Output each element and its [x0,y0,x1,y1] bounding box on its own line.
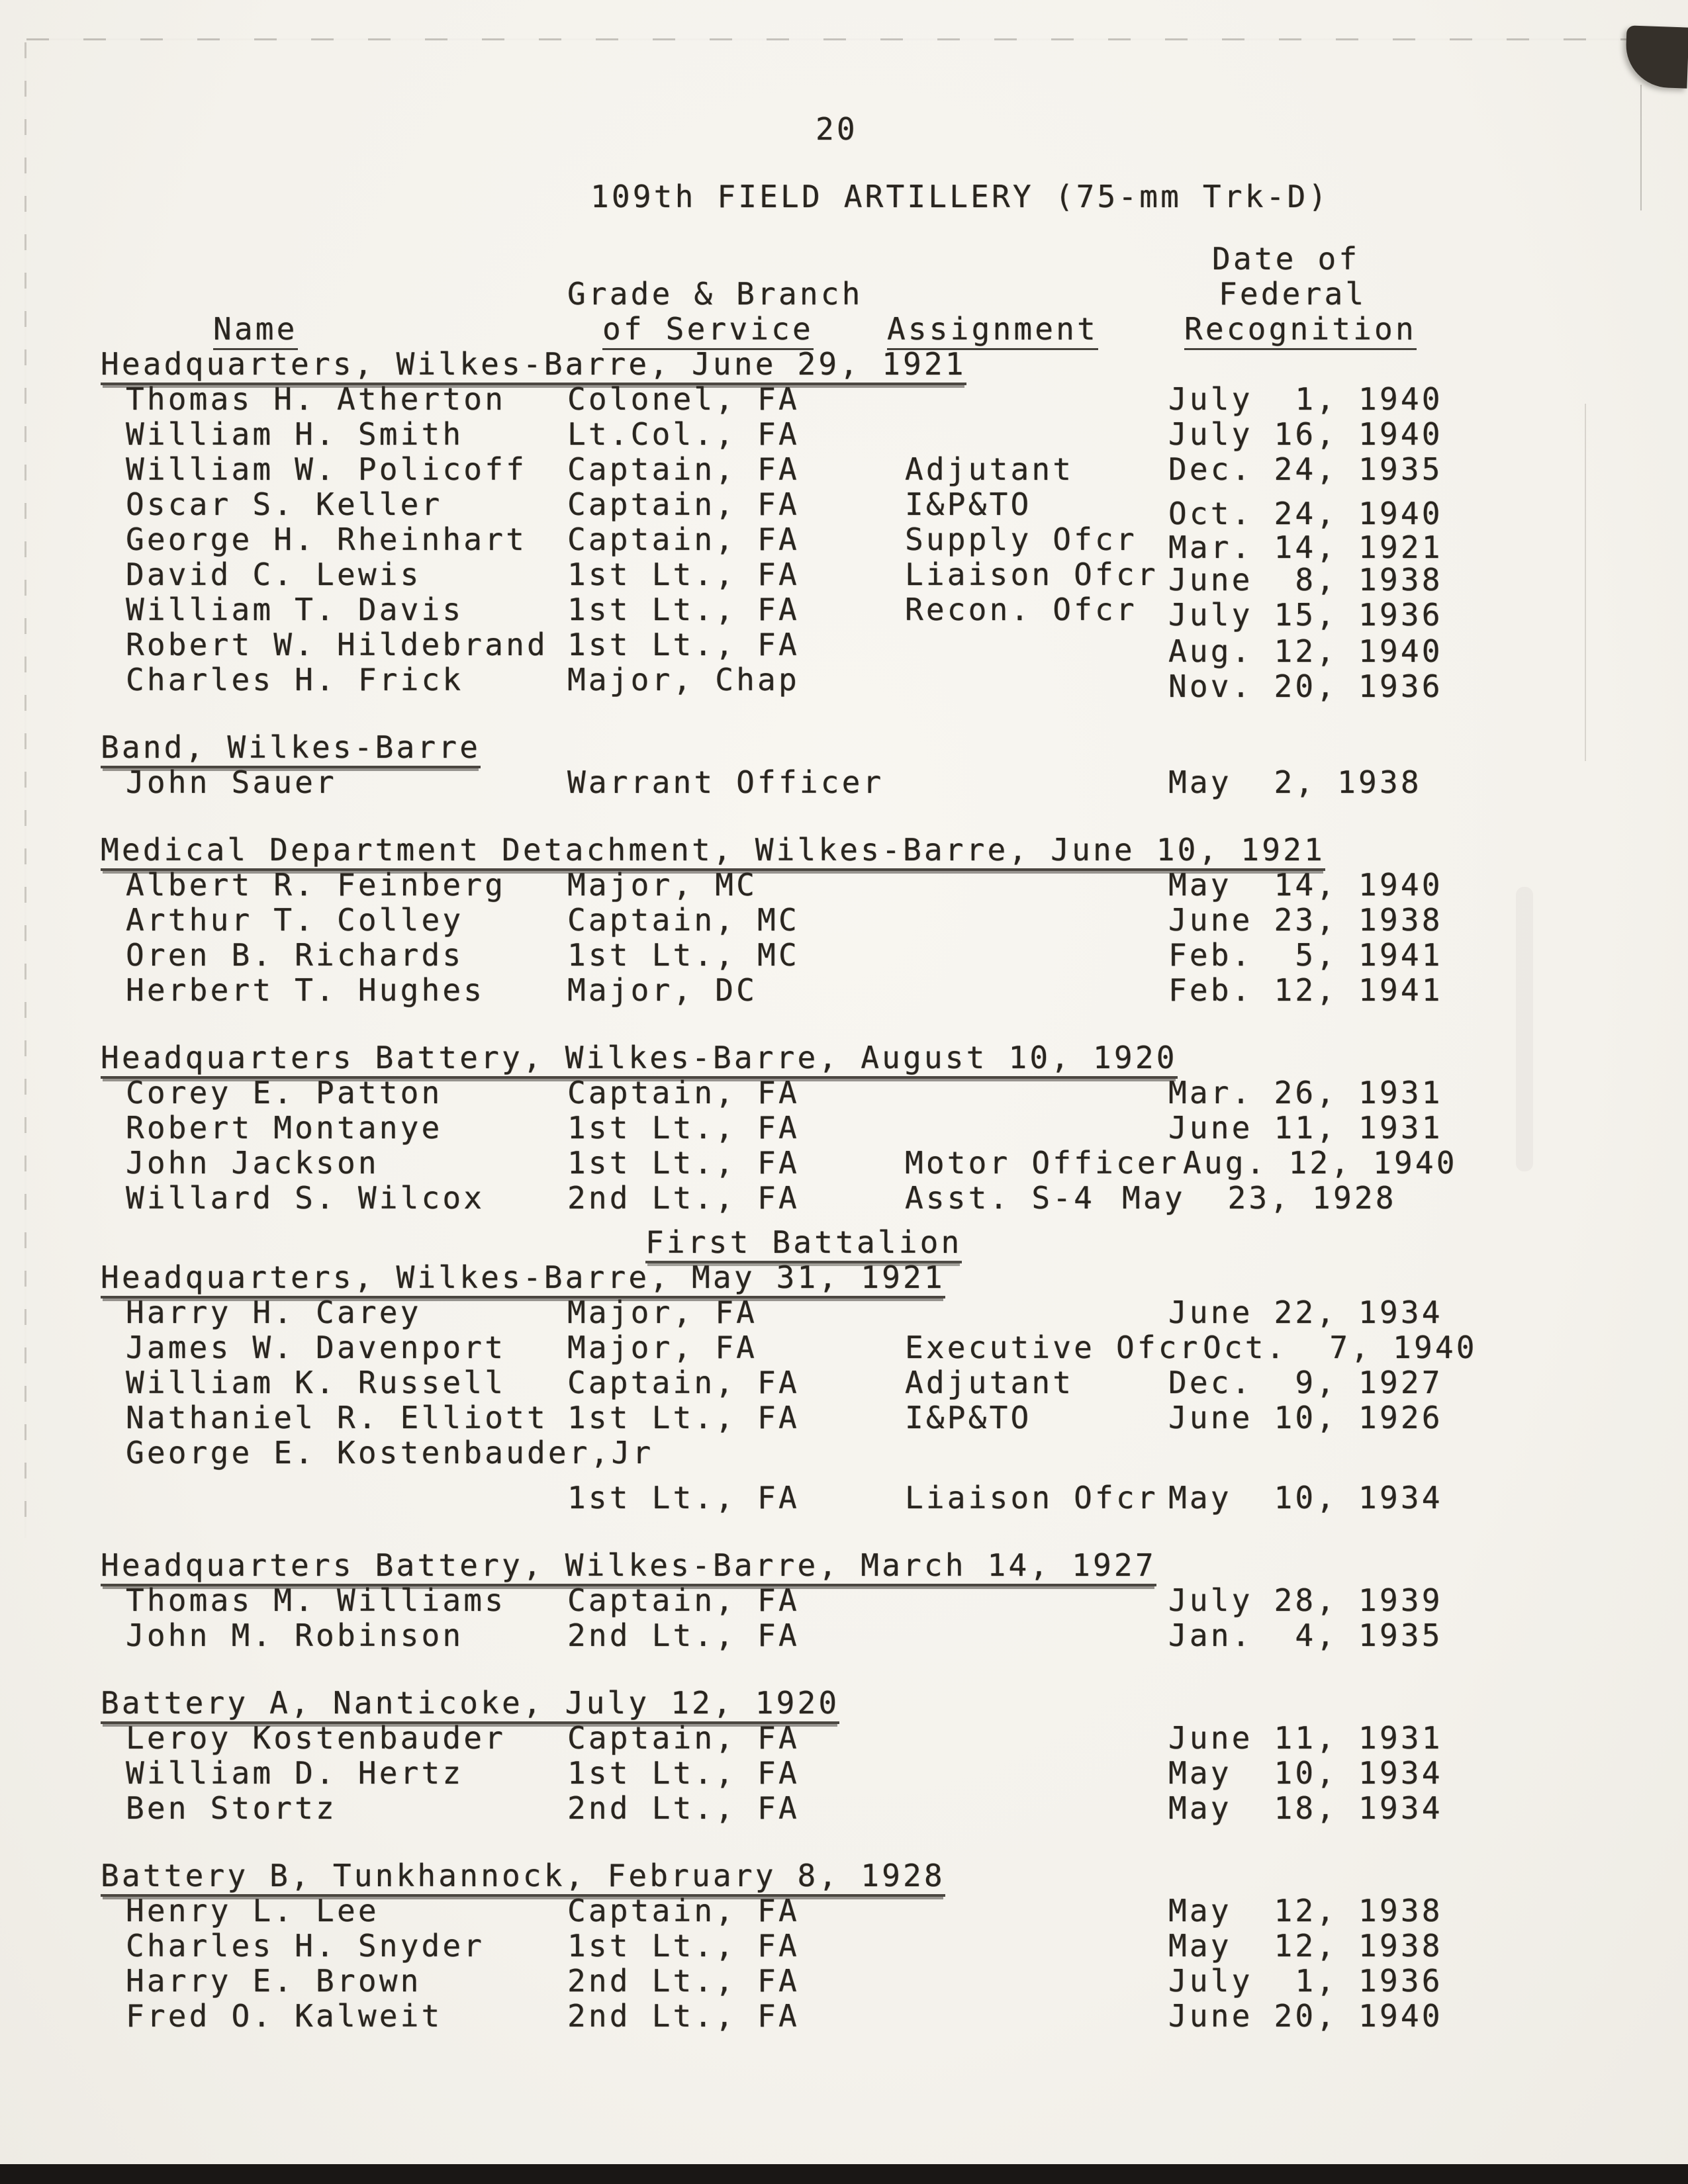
officer-name: Henry L. Lee [126,1893,379,1929]
officer-grade: 2nd Lt., FA [567,1963,800,1999]
recognition-date: July 16, 1940 [1168,416,1443,452]
officer-name: Robert W. Hildebrand [126,627,548,662]
officer-assignment: Recon. Ofcr [905,592,1137,627]
column-header-date-line2: Federal [1219,276,1367,312]
recognition-date: May 18, 1934 [1168,1790,1443,1826]
roster-section [101,729,1623,799]
roster-section [101,1040,1623,1215]
officer-name: John Sauer [126,764,337,800]
recognition-date: Aug. 12, 1940 [1168,633,1443,669]
recognition-date: Oct. 7, 1940 [1203,1330,1477,1365]
section-heading: Medical Department Detachment, Wilkes-Barre, June 10, 1921 [101,832,1325,871]
officer-name: Oren B. Richards [126,937,464,973]
section-heading-row [101,729,1623,764]
section-heading-row [101,1547,1623,1582]
column-header-assignment: Assignment [887,311,1098,350]
officer-grade: 2nd Lt., FA [567,1617,800,1653]
roster-row [101,451,1623,486]
roster-row-continuation [101,1480,1623,1515]
officer-name: Harry H. Carey [126,1295,422,1330]
officer-grade: 1st Lt., FA [567,557,800,592]
roster-row [101,1755,1623,1790]
officer-assignment: Adjutant [905,1365,1074,1400]
officer-grade: Captain, MC [567,902,800,938]
column-header-row-2 [101,276,1623,311]
roster-row [101,902,1623,937]
roster-row [101,557,1623,598]
officer-grade: 1st Lt., FA [567,1928,800,1964]
recognition-date: Jan. 4, 1935 [1168,1617,1443,1653]
officer-name: Herbert T. Hughes [126,972,485,1008]
column-header-grade-line1: Grade & Branch [567,276,863,312]
column-header-row-3 [101,311,1623,346]
recognition-date: May 10, 1934 [1168,1480,1443,1516]
column-header-date-line1: Date of [1212,241,1360,277]
officer-name: Thomas M. Williams [126,1582,506,1618]
recognition-date: May 23, 1928 [1122,1180,1397,1216]
recognition-date: May 12, 1938 [1168,1893,1443,1929]
roster-row [101,1928,1623,1963]
officer-grade: Major, FA [567,1295,758,1330]
section-heading-row [101,1685,1623,1720]
officer-assignment: Adjutant [905,451,1074,487]
section-heading-row [101,832,1623,867]
roster-row [101,662,1623,704]
recognition-date: June 22, 1934 [1168,1295,1443,1330]
officer-name: Corey E. Patton [126,1075,443,1111]
roster-row [101,1180,1623,1215]
scan-artifact-blob-tail [1640,85,1642,210]
officer-grade: 1st Lt., FA [567,627,800,662]
officer-grade: Colonel, FA [567,381,800,417]
officer-name: John Jackson [126,1145,379,1181]
recognition-date: Aug. 12, 1940 [1183,1145,1458,1181]
roster-table [101,241,1623,2033]
document-title: 109th FIELD ARTILLERY (75-mm Trk-D) [590,179,1330,214]
section-heading: Battery B, Tunkhannock, February 8, 1928 [101,1858,945,1897]
officer-name: William H. Smith [126,416,464,452]
officer-name: George E. Kostenbauder,Jr [126,1435,654,1471]
roster-row [101,486,1623,531]
roster-row [101,972,1623,1007]
officer-grade: Warrant Officer [567,764,884,800]
officer-grade: 1st Lt., FA [567,1145,800,1181]
officer-name: John M. Robinson [126,1617,464,1653]
recognition-date: July 1, 1940 [1168,381,1443,417]
section-heading-row [101,1858,1623,1893]
scan-artifact-corner-blob [1624,25,1688,88]
roster-row [101,1720,1623,1755]
recognition-date: Nov. 20, 1936 [1168,668,1443,704]
officer-grade: 2nd Lt., FA [567,1790,800,1826]
roster-row [101,416,1623,451]
roster-row [101,381,1623,416]
officer-assignment: Liaison Ofcr [905,1480,1158,1516]
officer-grade: Captain, FA [567,1365,800,1400]
recognition-date: July 28, 1939 [1168,1582,1443,1618]
officer-grade: Lt.Col., FA [567,416,800,452]
recognition-date: Feb. 12, 1941 [1168,972,1443,1008]
officer-grade: 1st Lt., FA [567,1400,800,1435]
officer-grade: 1st Lt., FA [567,1110,800,1146]
recognition-date: June 11, 1931 [1168,1720,1443,1756]
officer-name: Ben Stortz [126,1790,337,1826]
roster-row [101,937,1623,972]
roster-row [101,1145,1623,1180]
roster-row [101,1365,1623,1400]
officer-assignment: Supply Ofcr [905,522,1137,557]
officer-name: Arthur T. Colley [126,902,464,938]
roster-section [101,832,1623,1007]
section-heading: Headquarters Battery, Wilkes-Barre, August 10, 1920 [101,1040,1178,1079]
recognition-date: Mar. 14, 1921 [1168,529,1443,565]
officer-name: Willard S. Wilcox [126,1180,485,1216]
roster-row [101,1295,1623,1330]
roster-row [101,1790,1623,1825]
recognition-date: Feb. 5, 1941 [1168,937,1443,973]
officer-grade: Captain, FA [567,1720,800,1756]
officer-grade: Major, FA [567,1330,758,1365]
officer-grade: 1st Lt., FA [567,1480,800,1516]
roster-section [101,1858,1623,2033]
officer-name: Fred O. Kalweit [126,1998,443,2034]
recognition-date: May 2, 1938 [1168,764,1422,800]
recognition-date: May 12, 1938 [1168,1928,1443,1964]
officer-name: William K. Russell [126,1365,506,1400]
section-heading: Battery A, Nanticoke, July 12, 1920 [101,1685,839,1724]
officer-assignment: I&P&TO [905,486,1032,522]
officer-name: James W. Davenport [126,1330,506,1365]
officer-assignment: I&P&TO [905,1400,1032,1435]
column-header-row-1 [101,241,1623,276]
roster-section [101,1685,1623,1825]
officer-grade: Captain, FA [567,522,800,557]
roster-row [101,1400,1623,1435]
recognition-date: Oct. 24, 1940 [1168,496,1443,531]
officer-name: Albert R. Feinberg [126,867,506,903]
officer-assignment: Motor Officer [905,1145,1180,1181]
recognition-date: Mar. 26, 1931 [1168,1075,1443,1111]
officer-name: Thomas H. Atherton [126,381,506,417]
roster-row [101,764,1623,799]
officer-grade: Captain, FA [567,1075,800,1111]
battalion-heading: First Battalion [645,1224,962,1263]
battalion-heading-row [101,1224,1623,1259]
officer-grade: 2nd Lt., FA [567,1180,800,1216]
roster-row [101,1110,1623,1145]
officer-grade: 1st Lt., MC [567,937,800,973]
section-heading: Headquarters, Wilkes-Barre, June 29, 1921 [101,346,966,385]
recognition-date: May 10, 1934 [1168,1755,1443,1791]
recognition-date: May 14, 1940 [1168,867,1443,903]
officer-grade: 1st Lt., FA [567,1755,800,1791]
officer-grade: Captain, FA [567,451,800,487]
section-heading-row [101,346,1623,381]
officer-grade: Major, DC [567,972,758,1008]
recognition-date: June 10, 1926 [1168,1400,1443,1435]
recognition-date: July 15, 1936 [1168,597,1443,633]
officer-grade: 1st Lt., FA [567,592,800,627]
officer-name: George H. Rheinhart [126,522,527,557]
roster-sections [101,346,1623,2033]
recognition-date: July 1, 1936 [1168,1963,1443,1999]
officer-assignment: Asst. S-4 [905,1180,1096,1216]
officer-name: Charles H. Snyder [126,1928,485,1964]
officer-assignment: Executive Ofcr [905,1330,1201,1365]
roster-row [101,867,1623,902]
recognition-date: June 11, 1931 [1168,1110,1443,1146]
officer-name: Oscar S. Keller [126,486,443,522]
section-heading: Band, Wilkes-Barre [101,729,481,768]
scan-artifact-left-line [24,42,26,1538]
officer-grade: Captain, FA [567,486,800,522]
officer-grade: Major, MC [567,867,758,903]
officer-name: David C. Lewis [126,557,422,592]
page-number: 20 [816,111,858,147]
roster-row [101,1435,1623,1470]
roster-row [101,1075,1623,1110]
officer-name: William T. Davis [126,592,464,627]
officer-name: William D. Hertz [126,1755,464,1791]
section-heading-row [101,1259,1623,1295]
recognition-date: June 8, 1938 [1168,562,1443,598]
roster-row [101,1582,1623,1617]
officer-name: Nathaniel R. Elliott [126,1400,548,1435]
officer-name: Leroy Kostenbauder [126,1720,506,1756]
roster-row [101,1893,1623,1928]
roster-row [101,1998,1623,2033]
roster-section [101,346,1623,704]
section-heading-row [101,1040,1623,1075]
roster-row [101,522,1623,565]
officer-name: Robert Montanye [126,1110,443,1146]
column-header-grade-line2: of Service [602,311,814,350]
officer-name: William W. Policoff [126,451,527,487]
roster-row [101,1963,1623,1998]
officer-grade: Captain, FA [567,1893,800,1929]
section-heading: Headquarters Battery, Wilkes-Barre, March 14, 1927 [101,1547,1156,1586]
scan-artifact-bottom-bar [0,2164,1688,2184]
officer-grade: Major, Chap [567,662,800,698]
roster-section [101,1547,1623,1653]
officer-assignment: Liaison Ofcr [905,557,1158,592]
recognition-date: Dec. 9, 1927 [1168,1365,1443,1400]
roster-row [101,1617,1623,1653]
scan-artifact-top-line [26,38,1632,40]
column-header-name: Name [213,311,298,350]
recognition-date: June 20, 1940 [1168,1998,1443,2034]
column-header-date-line3: Recognition [1184,311,1417,350]
roster-row [101,1330,1623,1365]
officer-name: Harry E. Brown [126,1963,422,1999]
section-heading: Headquarters, Wilkes-Barre, May 31, 1921 [101,1259,945,1298]
roster-row [101,592,1623,633]
officer-name: Charles H. Frick [126,662,464,698]
recognition-date: June 23, 1938 [1168,902,1443,938]
recognition-date: Dec. 24, 1935 [1168,451,1443,487]
officer-grade: 2nd Lt., FA [567,1998,800,2034]
officer-grade: Captain, FA [567,1582,800,1618]
roster-row [101,627,1623,669]
roster-section [101,1224,1623,1515]
